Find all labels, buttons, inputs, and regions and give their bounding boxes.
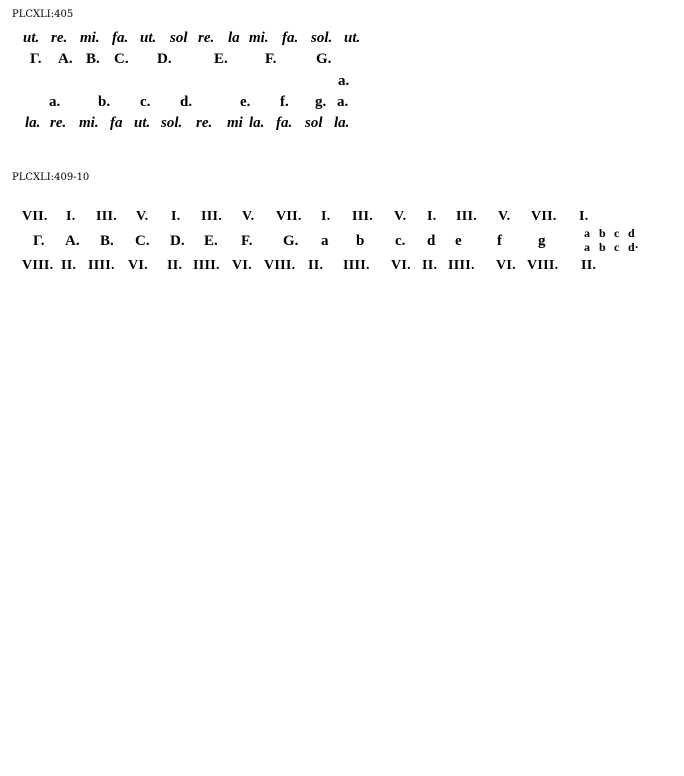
syllable: re. <box>198 30 215 46</box>
numeral: VI. <box>496 258 516 273</box>
numeral: V. <box>394 209 407 224</box>
reference-label-405: PLCXLI:405 <box>12 9 74 20</box>
letter: Γ. <box>30 51 42 67</box>
syllable: ut. <box>140 30 157 46</box>
syllable: mi. <box>80 30 100 46</box>
syllable-row-bottom <box>0 113 684 133</box>
letter: C. <box>135 233 150 249</box>
numeral: V. <box>498 209 511 224</box>
letter: E. <box>214 51 228 67</box>
small-letter: d <box>628 226 635 240</box>
syllable: sol <box>305 115 323 131</box>
small-letter: b <box>599 240 606 254</box>
numeral: III. <box>352 209 374 224</box>
syllable: la <box>228 30 240 46</box>
numeral: II. <box>308 258 324 273</box>
letter-row-lower <box>0 92 684 112</box>
letter: G. <box>283 233 299 249</box>
letter: Γ. <box>33 233 45 249</box>
numeral: II. <box>167 258 183 273</box>
letter: D. <box>170 233 185 249</box>
syllable: sol <box>170 30 188 46</box>
letter: C. <box>114 51 129 67</box>
letter: D. <box>157 51 172 67</box>
letter: B. <box>100 233 114 249</box>
numeral: VI. <box>232 258 252 273</box>
small-letter: b <box>599 226 606 240</box>
syllable: sol. <box>161 115 183 131</box>
syllable: fa <box>110 115 123 131</box>
numeral: IIII. <box>448 258 475 273</box>
numeral: VIII. <box>264 258 296 273</box>
letter: a. <box>337 94 349 110</box>
letter: B. <box>86 51 100 67</box>
letter: c. <box>395 233 406 249</box>
syllable: fa. <box>282 30 299 46</box>
small-letter: a <box>584 240 590 254</box>
small-letter: c <box>614 226 620 240</box>
syllable: ut. <box>134 115 151 131</box>
numeral: I. <box>427 209 437 224</box>
letter: F. <box>241 233 253 249</box>
letter: A. <box>58 51 73 67</box>
small-letter: d· <box>628 240 639 254</box>
letter: g <box>538 233 546 249</box>
letter: a <box>321 233 329 249</box>
syllable: la. <box>249 115 265 131</box>
numeral: IIII. <box>343 258 370 273</box>
syllable-row-top <box>0 28 684 48</box>
letter: f <box>497 233 502 249</box>
numeral: VI. <box>391 258 411 273</box>
letter: f. <box>280 94 289 110</box>
numeral: I. <box>321 209 331 224</box>
numeral: VIII. <box>22 258 54 273</box>
syllable: re. <box>50 115 67 131</box>
letter: b. <box>98 94 111 110</box>
numeral: II. <box>422 258 438 273</box>
numeral: III. <box>96 209 118 224</box>
reference-label-409-10: PLCXLI:409-10 <box>12 172 90 183</box>
numeral: V. <box>136 209 149 224</box>
letter: A. <box>65 233 80 249</box>
letter: c. <box>140 94 151 110</box>
letter: b <box>356 233 365 249</box>
extra-letter-row <box>0 71 684 91</box>
numeral: VII. <box>531 209 557 224</box>
syllable: la. <box>25 115 41 131</box>
numeral: VI. <box>128 258 148 273</box>
syllable: mi <box>227 115 243 131</box>
letter: a. <box>338 73 350 89</box>
letter: E. <box>204 233 218 249</box>
letter: G. <box>316 51 332 67</box>
numeral: IIII. <box>193 258 220 273</box>
syllable: fa. <box>276 115 293 131</box>
numeral-row-top <box>0 207 684 227</box>
letter: e <box>455 233 462 249</box>
small-letter: c <box>614 240 620 254</box>
syllable: sol. <box>311 30 333 46</box>
small-letter: a <box>584 226 590 240</box>
letter: e. <box>240 94 251 110</box>
letter: a. <box>49 94 61 110</box>
numeral: II. <box>581 258 597 273</box>
numeral: I. <box>171 209 181 224</box>
syllable: fa. <box>112 30 129 46</box>
syllable: mi. <box>79 115 99 131</box>
letter: d. <box>180 94 193 110</box>
numeral: I. <box>579 209 589 224</box>
numeral: VIII. <box>527 258 559 273</box>
syllable: la. <box>334 115 350 131</box>
numeral: III. <box>201 209 223 224</box>
letter: d <box>427 233 436 249</box>
numeral: IIII. <box>88 258 115 273</box>
numeral: I. <box>66 209 76 224</box>
numeral: VII. <box>276 209 302 224</box>
syllable: mi. <box>249 30 269 46</box>
numeral: V. <box>242 209 255 224</box>
syllable: ut. <box>344 30 361 46</box>
numeral: III. <box>456 209 478 224</box>
numeral: VII. <box>22 209 48 224</box>
numeral-row-bottom <box>0 256 684 276</box>
syllable: re. <box>196 115 213 131</box>
numeral: II. <box>61 258 77 273</box>
letter: g. <box>315 94 327 110</box>
syllable: re. <box>51 30 68 46</box>
syllable: ut. <box>23 30 40 46</box>
letter-row-upper <box>0 49 684 69</box>
letter: F. <box>265 51 277 67</box>
